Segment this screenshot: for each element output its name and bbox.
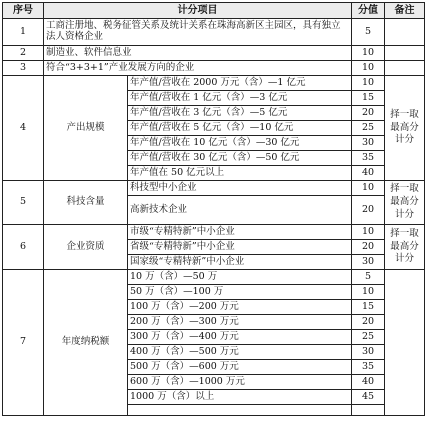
note-cell bbox=[385, 19, 425, 46]
category-label: 年度纳税额 bbox=[44, 270, 128, 416]
score-cell: 5 bbox=[352, 270, 385, 285]
sub-item-text: 省级“专精特新”中小企业 bbox=[128, 240, 352, 255]
table-row bbox=[3, 225, 425, 240]
score-cell: 45 bbox=[352, 390, 385, 405]
sub-item-text: 500 万（含）—600 万元 bbox=[128, 360, 352, 375]
header-item: 计分项目 bbox=[44, 3, 352, 19]
sub-item-text: 年产值/营收在 3 亿元（含）—5 亿元 bbox=[128, 106, 352, 121]
sub-item-text: 300 万（含）—400 万元 bbox=[128, 330, 352, 345]
score-cell: 35 bbox=[352, 151, 385, 166]
score-cell: 30 bbox=[352, 255, 385, 270]
table-row bbox=[3, 61, 425, 76]
score-cell: 15 bbox=[352, 300, 385, 315]
row-number: 7 bbox=[3, 270, 44, 416]
score-cell: 10 bbox=[352, 285, 385, 300]
score-cell: 10 bbox=[352, 76, 385, 91]
row-number: 1 bbox=[3, 19, 44, 46]
score-cell: 30 bbox=[352, 136, 385, 151]
item-text: 制造业、软件信息业 bbox=[44, 46, 352, 61]
score-cell: 40 bbox=[352, 166, 385, 181]
category-label: 企业资质 bbox=[44, 225, 128, 270]
sub-item-text: 年产值/营收在 5 亿元（含）—10 亿元 bbox=[128, 121, 352, 136]
scoring-table bbox=[2, 2, 425, 416]
table-row bbox=[3, 76, 425, 91]
category-label: 产出规模 bbox=[44, 76, 128, 181]
score-cell: 25 bbox=[352, 121, 385, 136]
header-note: 备注 bbox=[385, 3, 425, 19]
score-cell: 10 bbox=[352, 61, 385, 76]
row-number: 5 bbox=[3, 181, 44, 225]
sub-item-text: 高新技术企业 bbox=[128, 196, 352, 225]
row-number: 6 bbox=[3, 225, 44, 270]
score-cell: 5 bbox=[352, 19, 385, 46]
row-number: 3 bbox=[3, 61, 44, 76]
sub-item-text: 200 万（含）—300 万元 bbox=[128, 315, 352, 330]
score-cell: 10 bbox=[352, 225, 385, 240]
score-cell: 20 bbox=[352, 240, 385, 255]
header-no: 序号 bbox=[3, 3, 44, 19]
score-cell: 20 bbox=[352, 106, 385, 121]
table-row bbox=[3, 270, 425, 285]
header-score: 分值 bbox=[352, 3, 385, 19]
item-text: 工商注册地、税务征管关系及统计关系在珠海高新区主园区，具有独立法人资格企业 bbox=[44, 19, 352, 46]
score-cell: 40 bbox=[352, 375, 385, 390]
score-cell: 25 bbox=[352, 330, 385, 345]
sub-item-text: 400 万（含）—500 万元 bbox=[128, 345, 352, 360]
item-text: 符合“3+3+1”产业发展方向的企业 bbox=[44, 61, 352, 76]
sub-item-text: 100 万（含）—200 万元 bbox=[128, 300, 352, 315]
sub-item-text: 1000 万（含）以上 bbox=[128, 390, 352, 405]
header-row bbox=[3, 3, 425, 19]
note-cell bbox=[385, 270, 425, 416]
sub-item-text: 市级“专精特新”中小企业 bbox=[128, 225, 352, 240]
sub-item-text: 年产值在 50 亿元以上 bbox=[128, 166, 352, 181]
score-cell: 35 bbox=[352, 360, 385, 375]
sub-item-text: 国家级“专精特新”中小企业 bbox=[128, 255, 352, 270]
note-cell: 择一取 最高分 计分 bbox=[385, 181, 425, 225]
table-row bbox=[3, 181, 425, 196]
sub-item-text: 年产值/营收在 10 亿元（含）—30 亿元 bbox=[128, 136, 352, 151]
row-number: 2 bbox=[3, 46, 44, 61]
table-row bbox=[3, 19, 425, 46]
sub-item-text: 年产值/营收在 30 亿元（含）—50 亿元 bbox=[128, 151, 352, 166]
score-cell: 15 bbox=[352, 91, 385, 106]
sub-item-text bbox=[128, 405, 352, 416]
category-label: 科技含量 bbox=[44, 181, 128, 225]
note-cell: 择一取 最高分 计分 bbox=[385, 76, 425, 181]
score-cell: 30 bbox=[352, 345, 385, 360]
sub-item-text: 科技型中小企业 bbox=[128, 181, 352, 196]
score-cell: 10 bbox=[352, 46, 385, 61]
sub-item-text: 年产值/营收在 2000 万元（含）—1 亿元 bbox=[128, 76, 352, 91]
table-row bbox=[3, 46, 425, 61]
note-cell bbox=[385, 46, 425, 61]
score-cell: 20 bbox=[352, 196, 385, 225]
sub-item-text: 年产值/营收在 1 亿元（含）—3 亿元 bbox=[128, 91, 352, 106]
score-cell bbox=[352, 405, 385, 416]
score-cell: 20 bbox=[352, 315, 385, 330]
note-cell bbox=[385, 61, 425, 76]
sub-item-text: 600 万（含）—1000 万元 bbox=[128, 375, 352, 390]
note-cell: 择一取 最高分 计分 bbox=[385, 225, 425, 270]
score-cell: 10 bbox=[352, 181, 385, 196]
row-number: 4 bbox=[3, 76, 44, 181]
sub-item-text: 50 万（含）—100 万 bbox=[128, 285, 352, 300]
sub-item-text: 10 万（含）—50 万 bbox=[128, 270, 352, 285]
